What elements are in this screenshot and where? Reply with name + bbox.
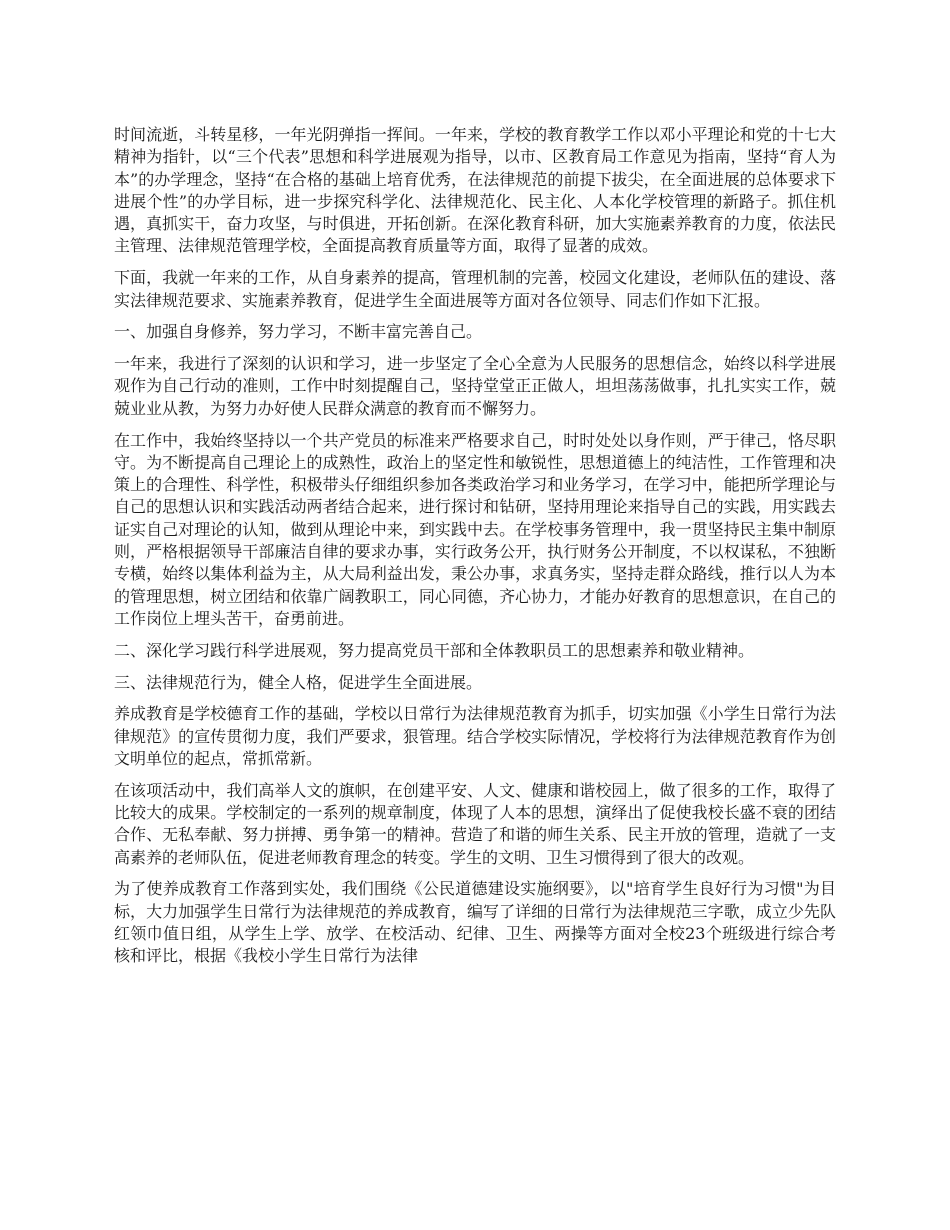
paragraph-self-study: 一年来，我进行了深刻的认识和学习，进一步坚定了全心全意为人民服务的思想信念，始终以科学进展观作为自己行动的准则，工作中时刻提醒自己，坚持堂堂正正做人，坦坦荡荡做事，扎扎实实工作，兢兢业业从教，为努力办好使人民群众满意的教育而不懈努力。 (114, 354, 836, 418)
document-body (114, 124, 836, 977)
paragraph-party-member-standards: 在工作中，我始终坚持以一个共产党员的标准来严格要求自己，时时处处以身作则，严于律己，恪尽职守。为不断提高自己理论上的成熟性，政治上的坚定性和敏锐性，思想道德上的纯洁性，工作管理和决策上的合理性、科学性，积极带头仔细组织参加各类政治学习和业务学习，在学习中，能把所学理论与自己的思想认识和实践活动两者结合起来，进行探讨和钻研，坚持用理论来指导自己的实践，用实践去证实自己对理论的认知，做到从理论中来，到实践中去。在学校事务管理中，我一贯坚持民主集中制原则，严格根据领导干部廉洁自律的要求办事，实行政务公开，执行财务公开制度，不以权谋私，不独断专横，始终以集体利益为主，从大局利益出发，秉公办事，求真务实，坚持走群众路线，推行以人为本的管理思想，树立团结和依靠广阔教职工，同心同德，齐心协力，才能办好教育的思想意识，在自己的工作岗位上埋头苦干，奋勇前进。 (114, 430, 836, 628)
section-heading-2: 二、深化学习践行科学进展观，努力提高党员干部和全体教职员工的思想素养和敬业精神。 (114, 640, 755, 660)
paragraph-habit-education: 养成教育是学校德育工作的基础，学校以日常行为法律规范教育为抓手，切实加强《小学生日常行为法律规范》的宣传贯彻力度，我们严要求，狠管理。结合学校实际情况，学校将行为法律规范教育作为创文明单位的起点，常抓常新。 (114, 704, 836, 768)
paragraph-implementation: 为了使养成教育工作落到实处，我们围绕《公民道德建设实施纲要》，以"培育学生良好行为习惯"为目标，大力加强学生日常行为法律规范的养成教育，编写了详细的日常行为法律规范三字歌，成立少先队红领巾值日组，从学生上学、放学、在校活动、纪律、卫生、两操等方面对全校23个班级进行综合考核和评比，根据《我校小学生日常行为法律 (114, 879, 836, 966)
section-heading-3: 三、法律规范行为，健全人格，促进学生全面进展。 (114, 672, 483, 692)
paragraph-intro: 时间流逝，斗转星移，一年光阴弹指一挥间。一年来，学校的教育教学工作以邓小平理论和党的十七大精神为指针，以“三个代表”思想和科学进展观为指导，以市、区教育局工作意见为指南，坚持“育人为本”的办学理念，坚持“在合格的基础上培育优秀，在法律规范的前提下拔尖，在全面进展的总体要求下进展个性”的办学目标，进一步探究科学化、法律规范化、民主化、人本化学校管理的新路子。抓住机遇，真抓实干，奋力攻坚，与时俱进，开拓创新。在深化教育科研，加大实施素养教育的力度，依法民主管理、法律规范管理学校，全面提高教育质量等方面，取得了显著的成效。 (114, 125, 836, 256)
section-heading-1: 一、加强自身修养，努力学习，不断丰富完善自己。 (114, 322, 483, 342)
paragraph-humanistic-campus: 在该项活动中，我们高举人文的旗帜，在创建平安、人文、健康和谐校园上，做了很多的工作，取得了比较大的成果。学校制定的一系列的规章制度，体现了人本的思想，演绎出了促使我校长盛不衰的团结合作、无私奉献、努力拼搏、勇争第一的精神。营造了和谐的师生关系、民主开放的管理，造就了一支高素养的老师队伍，促进老师教育理念的转变。学生的文明、卫生习惯得到了很大的改观。 (114, 780, 836, 867)
paragraph-report-overview: 下面，我就一年来的工作，从自身素养的提高，管理机制的完善，校园文化建设，老师队伍的建设、落实法律规范要求、实施素养教育，促进学生全面进展等方面对各位领导、同志们作如下汇报。 (114, 268, 836, 310)
